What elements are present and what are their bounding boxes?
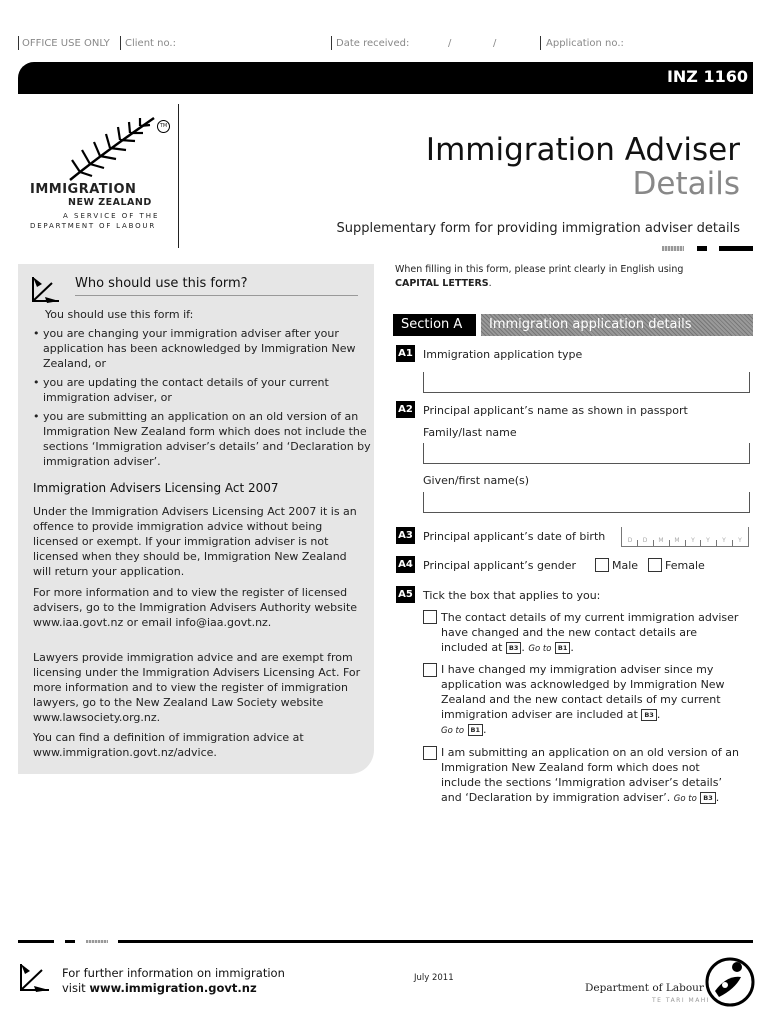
info-paragraph: For more information and to view the register of licensed advisers, go to the Immigration Advisers Authority website www.iaa.govt.nz or email info@iaa.govt.nz. (33, 586, 358, 629)
date-of-birth-field[interactable] (621, 527, 749, 547)
given-name-field[interactable] (423, 492, 750, 513)
question-number: A4 (396, 556, 415, 573)
logo-text: DEPARTMENT OF LABOUR (30, 222, 156, 230)
male-checkbox[interactable] (595, 558, 609, 572)
decorative-bar (662, 246, 684, 251)
application-type-field[interactable] (423, 372, 750, 393)
decorative-bar (86, 940, 108, 943)
form-date: July 2011 (414, 973, 454, 983)
goto-label: Go to (673, 794, 697, 804)
info-paragraph: Under the Immigration Advisers Licensing Act 2007 it is an offence to provide immigration advice without being licensed or exempt. If your immigration adviser is not licensed when they should be, Immigration New Zealand will return your application. (33, 505, 357, 578)
date-char: M (674, 537, 680, 544)
application-no-label: Application no.: (546, 38, 624, 49)
department-maori-name: TE TARI MAHI (652, 997, 711, 1004)
page-title: Immigration Adviser (425, 132, 740, 168)
punctuation: . (521, 641, 525, 654)
option-text-body: I am submitting an application on an old version of an Immigration New Zealand form which does not include the sections ‘Immigration adviser’s details’ and ‘Declaration by immigration adviser’. (441, 746, 739, 804)
decorative-bar (118, 940, 753, 943)
family-name-field[interactable] (423, 443, 750, 464)
female-checkbox[interactable] (648, 558, 662, 572)
question-label: Immigration application type (423, 348, 583, 361)
date-char: Y (691, 537, 695, 544)
field-label: Given/first name(s) (423, 474, 530, 487)
info-paragraph: Lawyers provide immigration advice and are exempt from licensing under the Immigration Advisers Licensing Act. For more information and to view the register of immigration lawyers, go to the New Zealand Law Society website www.lawsociety.org.nz. (33, 651, 361, 724)
option-text (441, 610, 741, 657)
header-bar (18, 62, 753, 94)
info-bullet: • you are changing your immigration adviser after your application has been acknowledged by Immigration New Zealand, or (33, 327, 356, 370)
section-label: Section A (393, 314, 476, 336)
decorative-bar (697, 246, 707, 251)
divider (18, 36, 19, 50)
question-label: Principal applicant’s date of birth (423, 530, 606, 543)
decorative-bar (18, 940, 54, 943)
date-received-label: Date received: (336, 38, 410, 49)
question-number: A2 (396, 401, 415, 418)
option-text (441, 662, 741, 739)
form-number: INZ 1160 (666, 67, 748, 86)
question-number: A1 (396, 345, 415, 362)
act-title: Immigration Advisers Licensing Act 2007 (33, 481, 279, 495)
checkbox-label: Male (612, 559, 639, 572)
footer-line: visit (62, 981, 86, 995)
page-title-secondary: Details (632, 166, 740, 202)
instruction-end: . (488, 278, 492, 289)
question-label: Principal applicant’s gender (423, 559, 576, 572)
divider (120, 36, 121, 50)
website-link[interactable]: www.immigration.govt.nz (89, 981, 257, 995)
date-char: Y (706, 537, 710, 544)
logo-text: A SERVICE OF THE (63, 212, 160, 220)
option-checkbox[interactable] (423, 610, 437, 624)
form-instructions (395, 263, 735, 291)
footer-info (62, 966, 285, 996)
punctuation: . (656, 708, 661, 721)
section-ref: B1 (555, 642, 570, 654)
divider (540, 36, 541, 50)
option-text-body: I have changed my immigration adviser since my application was acknowledged by Immigration New Zealand and the new contact details of my current immigration adviser are included at (441, 663, 725, 721)
instruction-bold: CAPITAL LETTERS (395, 278, 489, 289)
trademark-badge: TM (157, 120, 170, 133)
section-ref: B3 (700, 792, 715, 804)
question-number: A3 (396, 527, 415, 544)
info-bullet: • you are updating the contact details of your current immigration adviser, or (33, 376, 329, 404)
punctuation: . (570, 641, 574, 654)
client-no-label: Client no.: (125, 38, 176, 49)
info-bullet: • you are submitting an application on an old version of an Immigration New Zealand form which does not include the sections ‘Immigration adviser’s details’ and ‘Declaration by immigration adviser’. (33, 410, 371, 468)
info-heading: Who should use this form? (75, 276, 248, 291)
silver-fern-logo-icon (62, 112, 172, 184)
office-use-label: OFFICE USE ONLY (22, 38, 110, 49)
department-name: Department of Labour (585, 982, 704, 994)
instruction-text: When filling in this form, please print clearly in English using (395, 264, 684, 275)
footer-line: For further information on immigration (62, 966, 285, 980)
option-text (441, 745, 741, 807)
logo-text: NEW ZEALAND (68, 197, 152, 208)
date-slash: / (448, 38, 452, 49)
date-slash: / (493, 38, 497, 49)
option-checkbox[interactable] (423, 746, 437, 760)
field-label: Family/last name (423, 426, 517, 439)
question-label: Principal applicant’s name as shown in passport (423, 404, 688, 417)
date-char: D (627, 537, 633, 544)
punctuation: . (483, 723, 487, 736)
page-subtitle: Supplementary form for providing immigration adviser details (336, 221, 740, 236)
date-char: D (642, 537, 648, 544)
question-number: A5 (396, 586, 415, 603)
decorative-bar (65, 940, 75, 943)
department-logo-icon (705, 955, 755, 1007)
info-paragraph: You can find a definition of immigration advice at www.immigration.govt.nz/advice. (33, 731, 304, 759)
office-use-strip (18, 36, 753, 50)
logo-text: IMMIGRATION (30, 182, 137, 197)
section-title: Immigration application details (481, 314, 753, 336)
goto-label: Go to (528, 644, 552, 654)
punctuation: . (715, 791, 720, 804)
question-label: Tick the box that applies to you: (423, 589, 601, 602)
date-char: Y (738, 537, 742, 544)
date-char: Y (722, 537, 726, 544)
section-ref: B3 (641, 709, 656, 721)
section-ref: B1 (468, 724, 483, 736)
arrow-icon (30, 275, 64, 305)
divider (178, 104, 179, 248)
option-checkbox[interactable] (423, 663, 437, 677)
divider (331, 36, 332, 50)
checkbox-label: Female (665, 559, 705, 572)
divider (75, 295, 358, 296)
info-intro: You should use this form if: (45, 308, 194, 321)
date-char: M (658, 537, 664, 544)
goto-label: Go to (441, 726, 465, 736)
option-text-body: The contact details of my current immigration adviser have changed and the new contact details are included at (441, 611, 739, 654)
decorative-bar (719, 246, 753, 251)
arrow-icon (18, 962, 54, 994)
section-ref: B3 (506, 642, 521, 654)
